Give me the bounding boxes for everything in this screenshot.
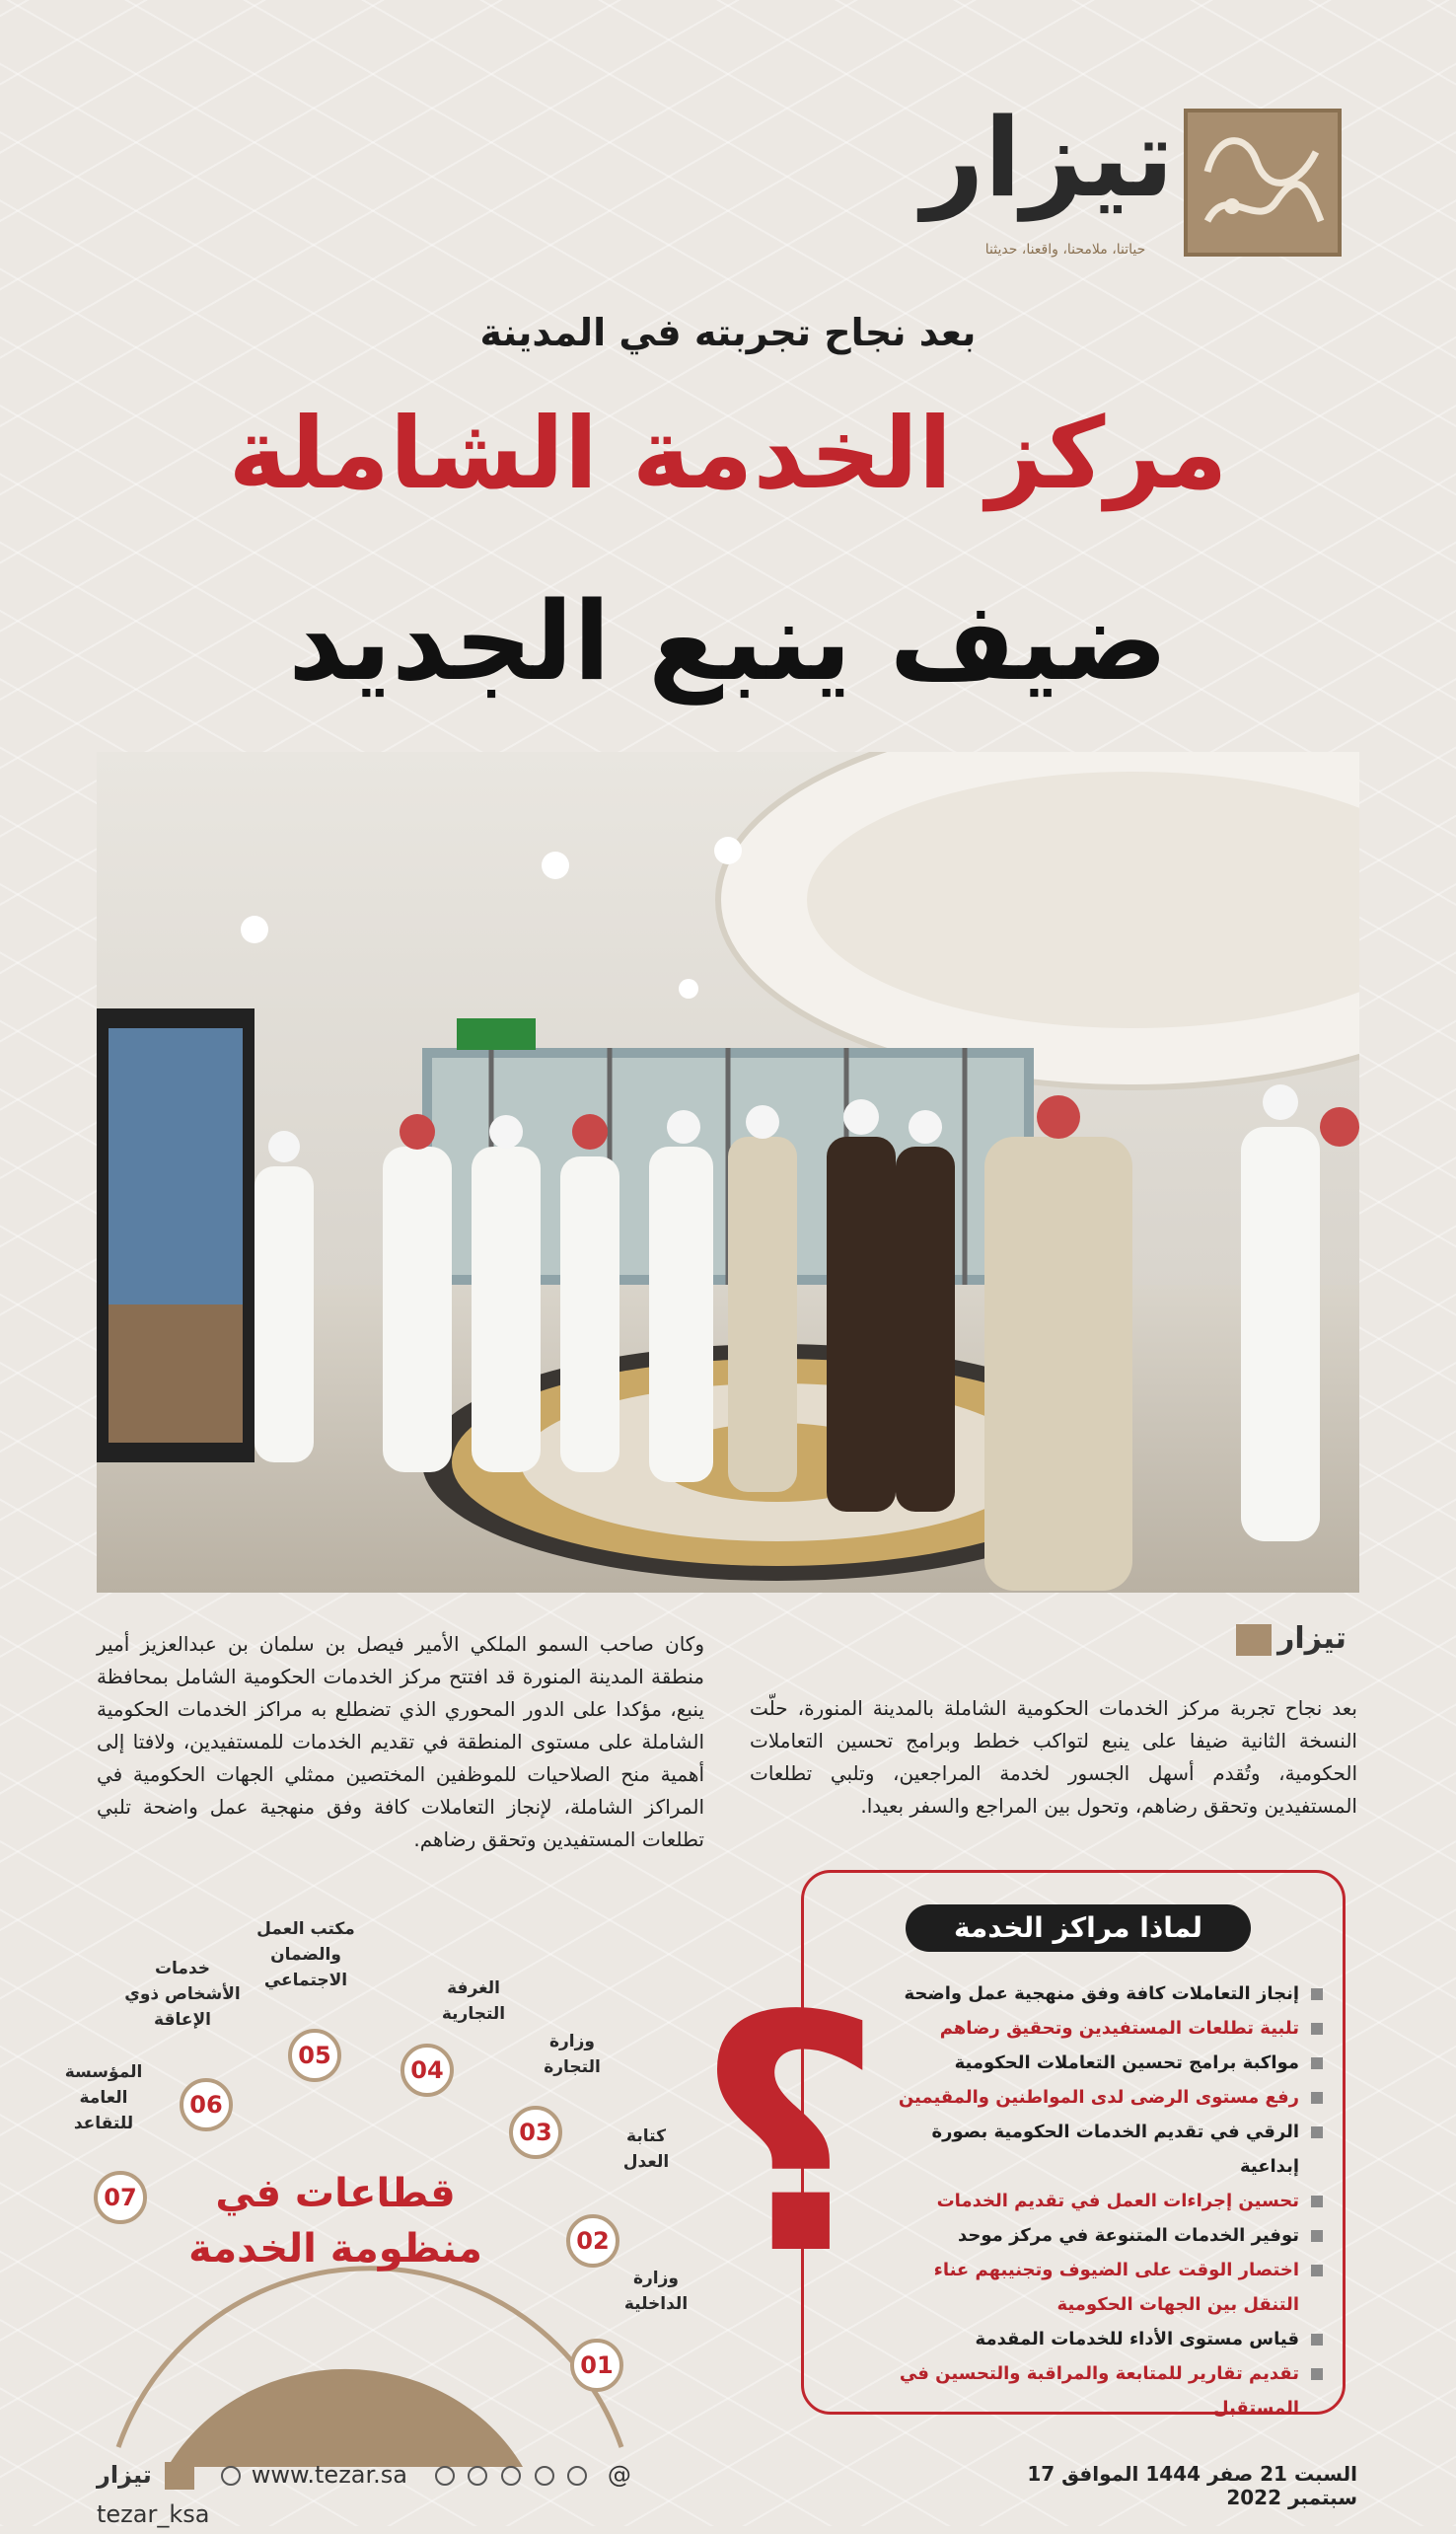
social-icon[interactable] bbox=[567, 2466, 587, 2486]
brand-logo-icon bbox=[1184, 109, 1342, 257]
social-icon[interactable] bbox=[468, 2466, 487, 2486]
sector-number-05: 05 bbox=[288, 2029, 341, 2082]
sector-number-03: 03 bbox=[509, 2106, 562, 2159]
sectors-title: قطاعات في منظومة الخدمة bbox=[188, 2171, 482, 2272]
list-item: إنجاز التعاملات كافة وفق منهجية عمل واضحة bbox=[873, 1976, 1327, 2011]
sector-label-01: وزارة الداخلية bbox=[623, 2269, 689, 2314]
footer-logo-icon bbox=[165, 2462, 194, 2490]
brand-wordmark: تيزار bbox=[921, 95, 1174, 221]
sector-label-06: خدمات الأشخاص ذوي الإعاقة bbox=[124, 1959, 241, 2030]
footer-date: السبت 21 صفر 1444 الموافق 17 سبتمبر 2022 bbox=[1027, 2462, 1357, 2509]
list-item: تلبية تطلعات المستفيدين وتحقيق رضاهم bbox=[873, 2011, 1327, 2046]
footer-brand: تيزار bbox=[97, 2461, 152, 2489]
social-icon[interactable] bbox=[535, 2466, 554, 2486]
sector-label-04: الغرفة التجارية bbox=[441, 1978, 506, 2024]
sector-number-04: 04 bbox=[400, 2044, 454, 2097]
sector-number-02: 02 bbox=[566, 2214, 619, 2268]
social-icon[interactable] bbox=[435, 2466, 455, 2486]
brand-tagline: حياتنا، ملامحنا، واقعنا، حديثنا bbox=[984, 242, 1146, 258]
list-item: الرقي في تقديم الخدمات الحكومية بصورة إبداعية bbox=[873, 2115, 1327, 2184]
sector-number-01: 01 bbox=[570, 2339, 623, 2392]
why-title: لماذا مراكز الخدمة bbox=[906, 1904, 1251, 1952]
sector-number-07: 07 bbox=[94, 2171, 147, 2224]
list-item: مواكبة برامج تحسين التعاملات الحكومية bbox=[873, 2046, 1327, 2080]
article-paragraph-right: بعد نجاح تجربة مركز الخدمات الحكومية الشاملة بالمدينة المنورة، حلّت النسخة الثانية ضيفا على ينبع لتواكب خطط وبرامج تحسين التعاملات الحكومية، وتُقدم أسهل الجسور لخدمة المراجعين، وتلبي تطلعات المستفيدين وتحقق رضاهم، وتحول بين المراجع والسفر بعيدا. bbox=[750, 1696, 1357, 1818]
footer-website[interactable]: www.tezar.sa bbox=[251, 2461, 407, 2489]
headline-title-line2: ضيف ينبع الجديد bbox=[288, 578, 1168, 705]
sector-label-02: كتابة العدل bbox=[622, 2126, 670, 2172]
headline-kicker: بعد نجاح تجربته في المدينة bbox=[479, 311, 977, 354]
list-item: تقديم تقارير للمتابعة والمراقبة والتحسين في المستقبل bbox=[873, 2356, 1327, 2425]
question-mark-icon: ؟ bbox=[694, 1947, 884, 2326]
list-item: رفع مستوى الرضى لدى المواطنين والمقيمين bbox=[873, 2080, 1327, 2115]
credit-label: تيزار bbox=[1277, 1621, 1347, 1656]
article-paragraph-left: وكان صاحب السمو الملكي الأمير فيصل بن سلمان بن عبدالعزيز أمير منطقة المدينة المنورة قد افتتح مركز الخدمات الحكومية الشامل بمحافظة ينبع، مؤكدا على الدور المحوري الذي تضطلع به مراكز الخدمات الحكومية الشاملة على مستوى المنطقة في تقديم الخدمات للمستفيدين، ولافتا إلى أهمية منح الصلاحيات للموظفين المختصين ممثلي الجهات الحكومية في المراكز الشاملة، لإنجاز التعاملات كافة وفق منهجية عمل واضحة تلبي تطلعات المستفيدين وتحقق رضاهم. bbox=[97, 1632, 704, 1851]
sector-number-06: 06 bbox=[180, 2078, 233, 2131]
list-item: قياس مستوى الأداء للخدمات المقدمة bbox=[873, 2322, 1327, 2356]
footer-handle[interactable]: @ tezar_ksa bbox=[97, 2461, 631, 2528]
sector-label-03: وزارة التجارة bbox=[544, 2032, 601, 2077]
sector-label-07: المؤسسة العامة للتقاعد bbox=[64, 2062, 143, 2133]
footer-social bbox=[97, 2455, 728, 2528]
why-list bbox=[873, 1976, 1327, 2425]
photo-credit bbox=[1227, 1621, 1355, 1671]
social-icon[interactable] bbox=[501, 2466, 521, 2486]
list-item: تحسين إجراءات العمل في تقديم الخدمات bbox=[873, 2184, 1327, 2218]
list-item: اختصار الوقت على الضيوف وتجنيبهم عناء التنقل بين الجهات الحكومية bbox=[873, 2253, 1327, 2322]
globe-icon bbox=[221, 2466, 241, 2486]
sector-label-05: مكتب العمل والضمان الاجتماعي bbox=[256, 1919, 355, 1990]
headline-title-line1: مركز الخدمة الشاملة bbox=[228, 396, 1228, 511]
list-item: توفير الخدمات المتنوعة في مركز موحد bbox=[873, 2218, 1327, 2253]
article-photo bbox=[97, 752, 1359, 1593]
brand-mini-logo-icon bbox=[1236, 1624, 1272, 1656]
